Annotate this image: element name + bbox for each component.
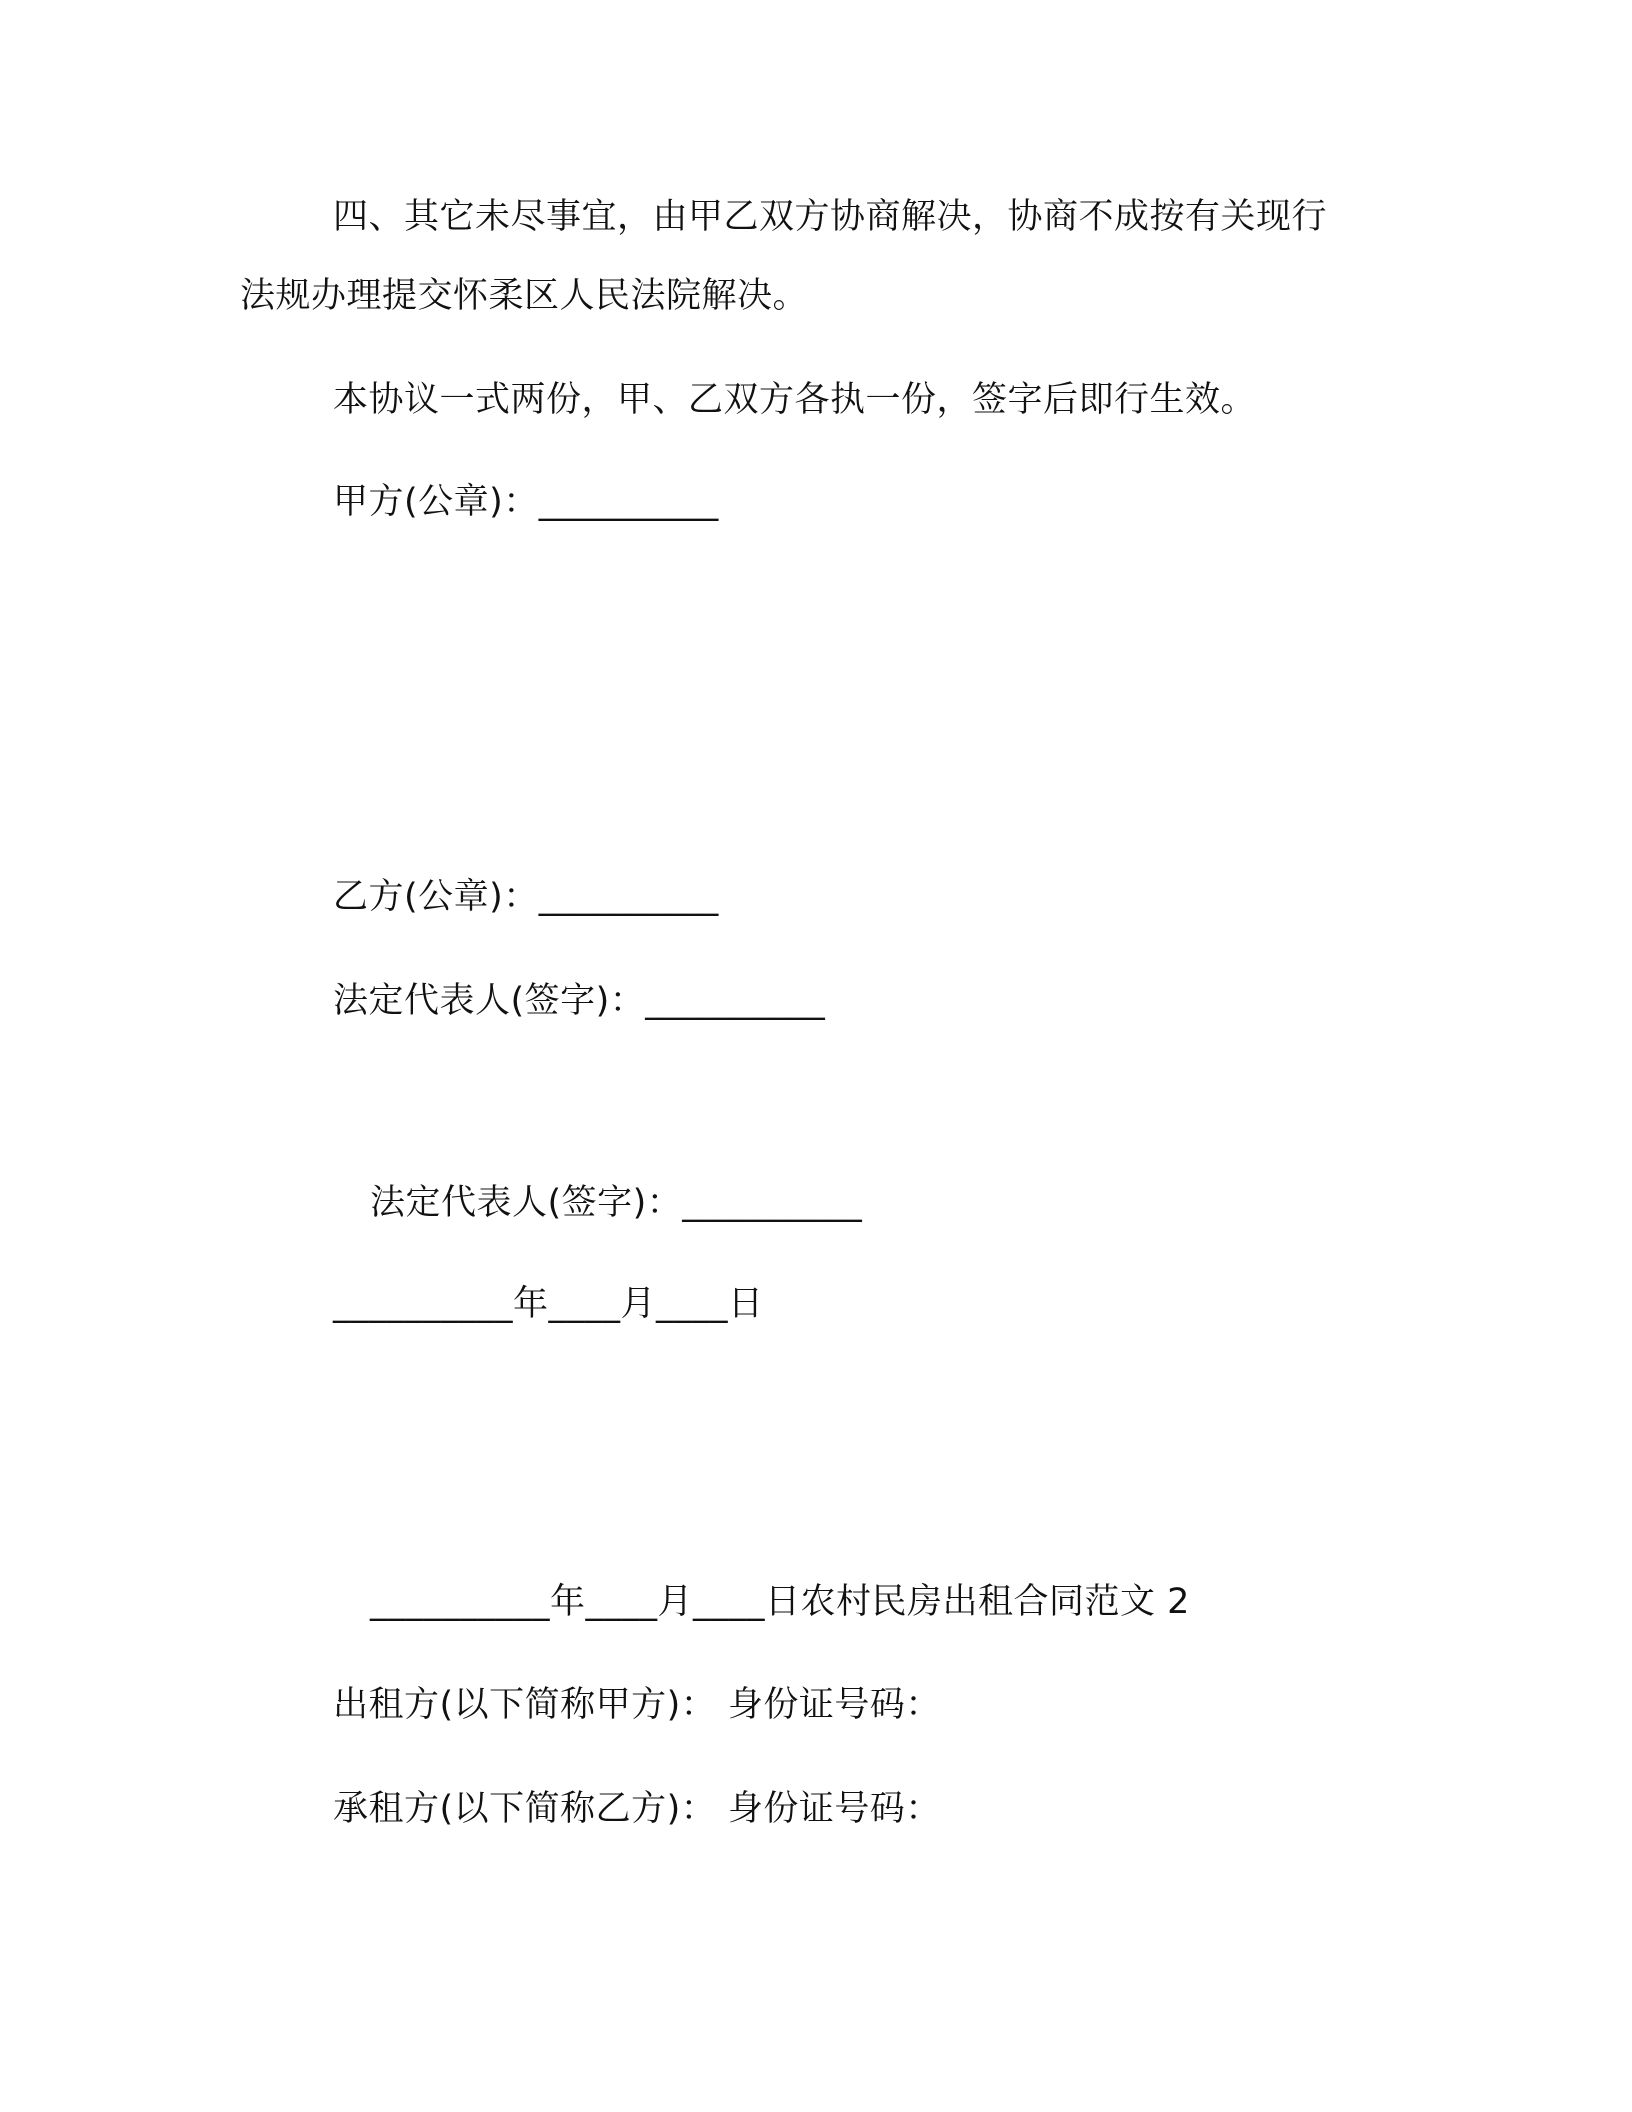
next-contract-title: __________年____月____日农村民房出租合同范文 2 [370,1582,1190,1622]
party-a-seal-line: 甲方(公章)：__________ [333,482,719,522]
legal-rep-sign-line-2: 法定代表人(签字)：__________ [370,1183,863,1223]
party-b-seal-line: 乙方(公章)：__________ [333,877,719,917]
date-line: __________年____月____日 [333,1284,764,1324]
lessor-line: 出租方(以下简称甲方)： 身份证号码： [333,1685,941,1725]
clause-four-line-2: 法规办理提交怀柔区人民法院解决。 [240,276,809,316]
lessee-line: 承租方(以下简称乙方)： 身份证号码： [333,1789,941,1829]
clause-four-line-1: 四、其它未尽事宜，由甲乙双方协商解决，协商不成按有关现行 [333,197,1328,237]
copies-clause: 本协议一式两份，甲、乙双方各执一份，签字后即行生效。 [333,380,1257,420]
legal-rep-sign-line-1: 法定代表人(签字)：__________ [333,981,826,1021]
